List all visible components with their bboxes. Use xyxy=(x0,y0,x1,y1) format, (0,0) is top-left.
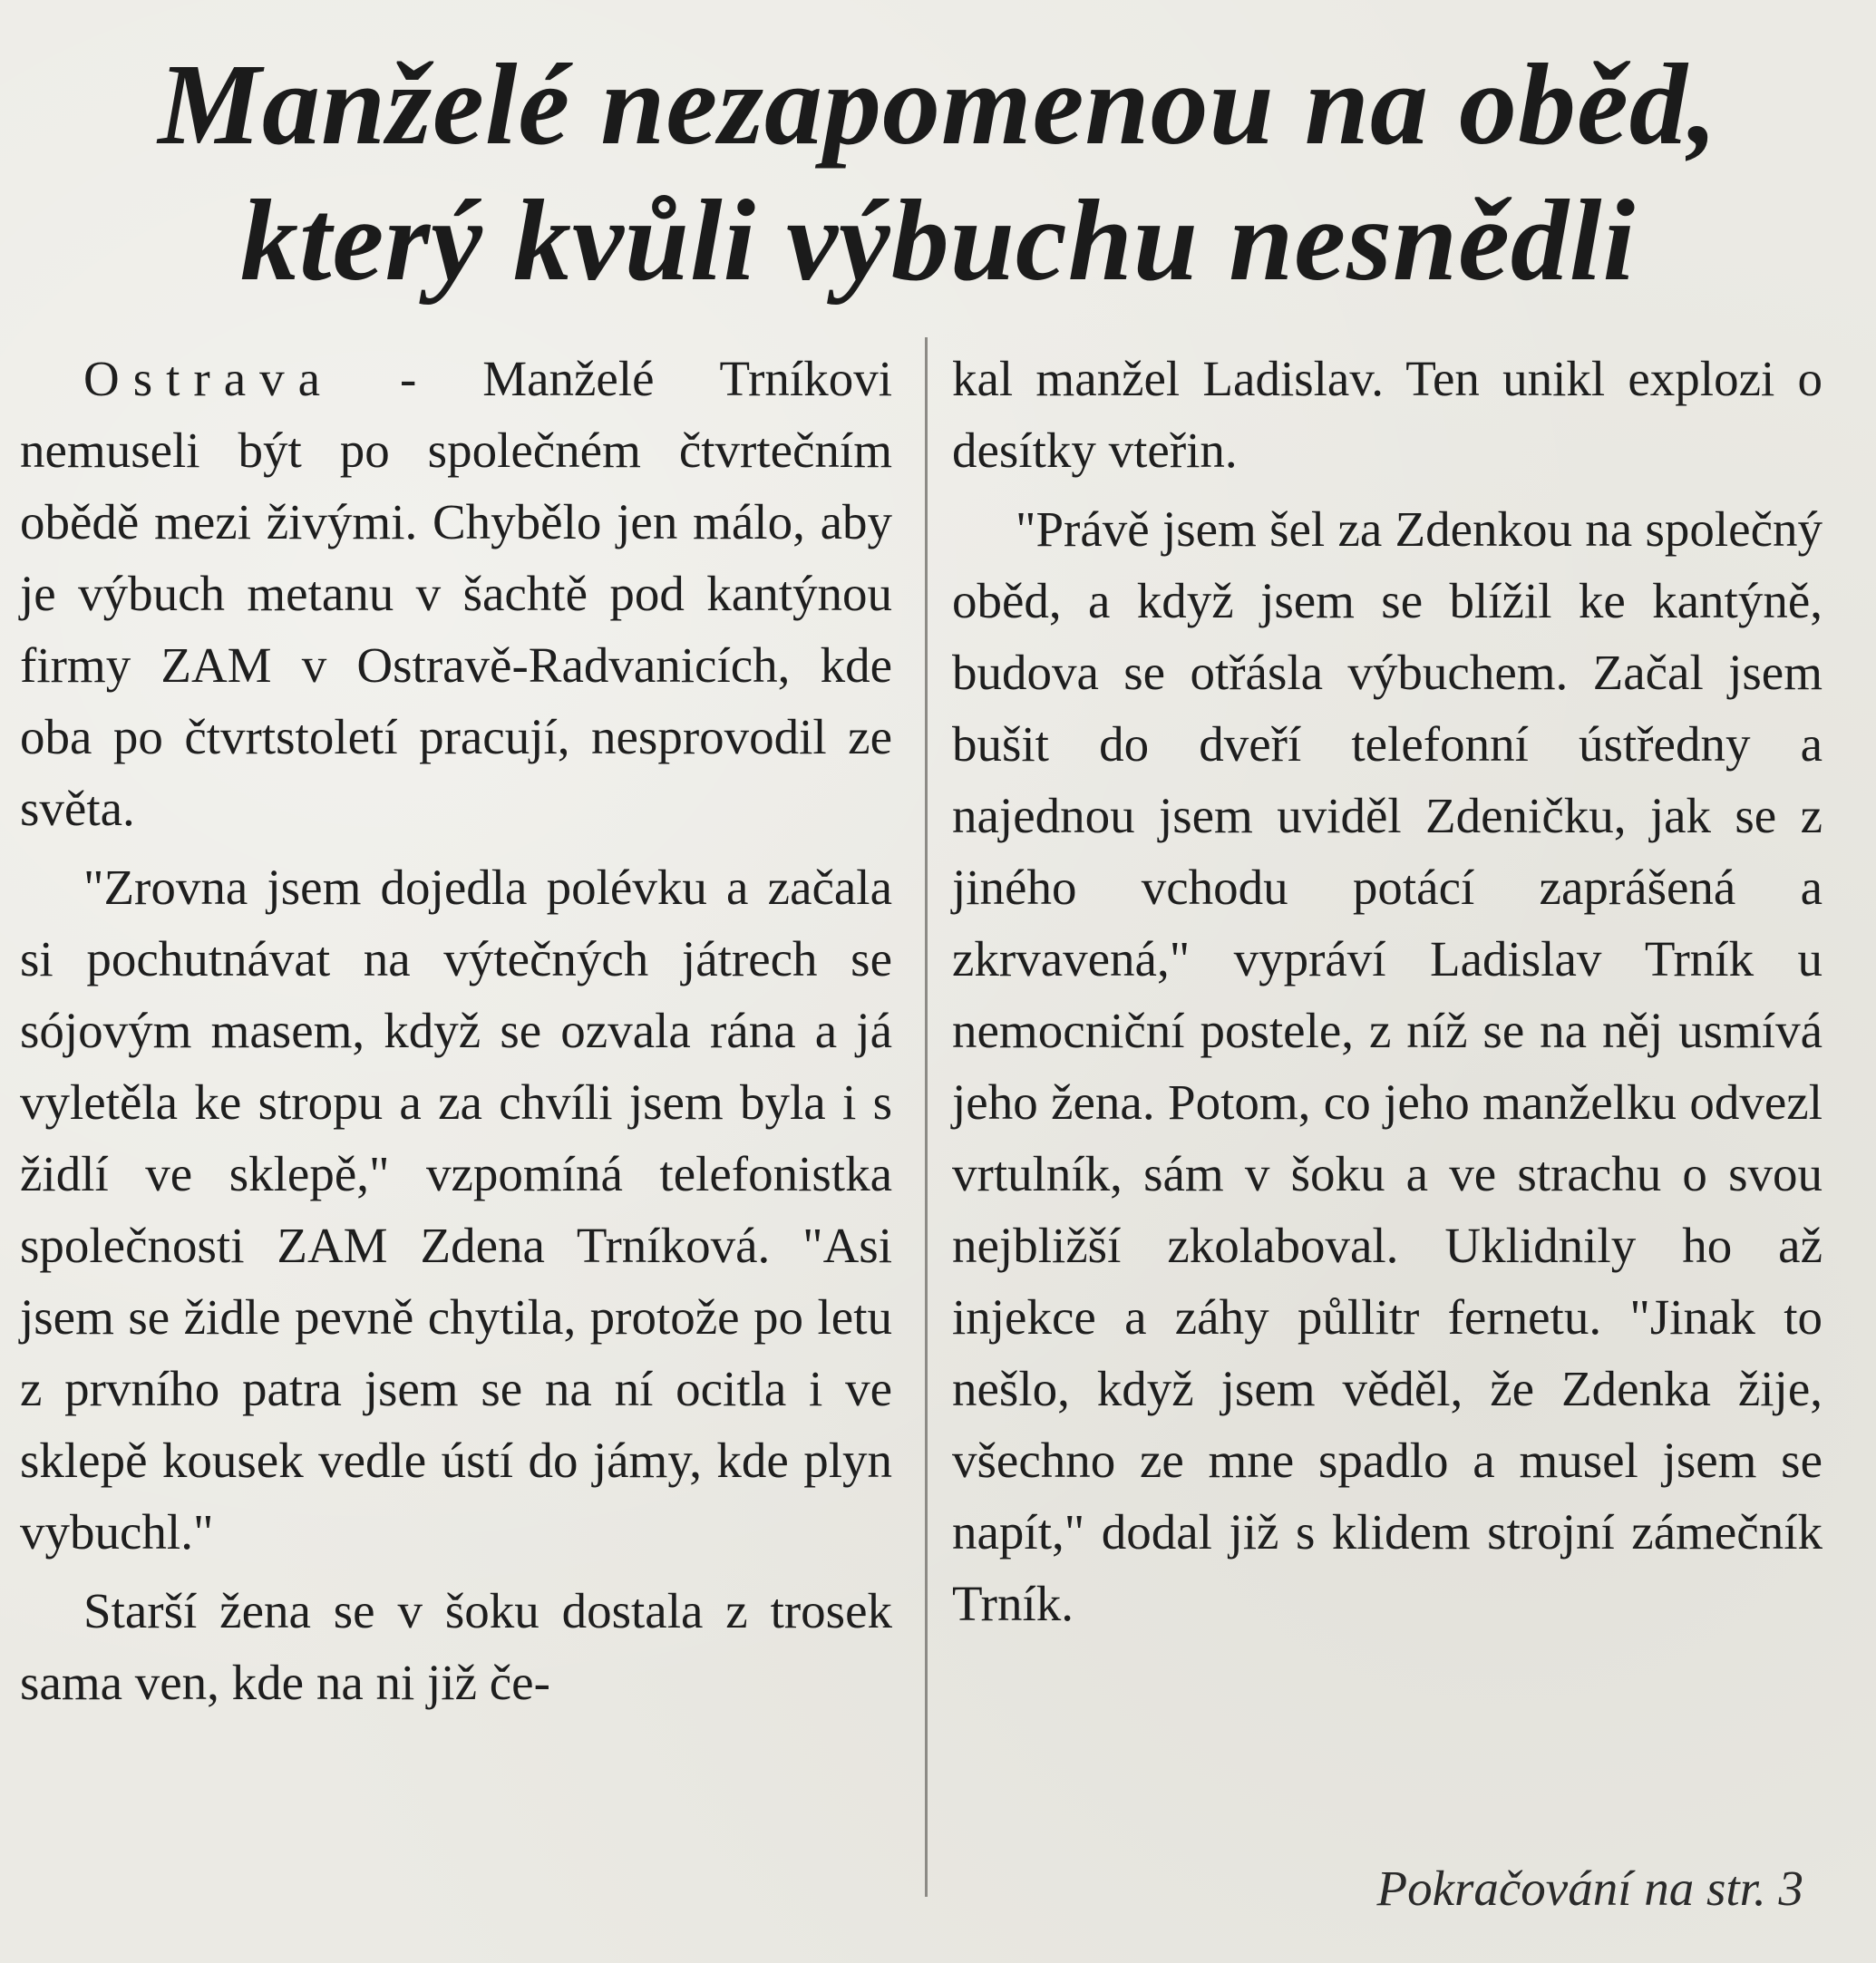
paragraph-intro-text: - Manželé Trníkovi nemuseli být po společném čtvrtečním obědě mezi živými. Chybělo jen málo, aby je výbuch metanu v šachtě pod kantýnou firmy ZAM v Ostravě-Radvanicích, kde oba po čtvrtstoletí pracují, nesprovodil ze světa. xyxy=(20,351,892,836)
paragraph-escape: Starší žena se v šoku dostala z trosek sama ven, kde na ni již če- xyxy=(20,1583,892,1710)
headline-line-1: Manželé nezapomenou na oběd, xyxy=(158,40,1718,169)
headline-line-2: který kvůli výbuchu nesnědli xyxy=(239,176,1637,305)
dateline: Ostrava xyxy=(83,351,335,406)
column-divider xyxy=(925,337,928,1897)
paragraph-quote-ladislav: "Právě jsem šel za Zdenkou na společný oběd, a když jsem se blížil ke kantýně, budova se otřásla výbuchem. Začal jsem bušit do dveří telefonní ústředny a najednou jsem uviděl Zdeničku, jak se z jiného vchodu potácí zaprášená a zkrvavená," vypráví Ladislav Trník u nemocniční postele, z níž se na něj usmívá jeho žena. Potom, co jeho manželku odvezl vrtulník, sám v šoku a ve strachu o svou nejbližší zkolaboval. Uklidnily ho až injekce a záhy půllitr fernetu. "Jinak to nešlo, když jsem věděl, že Zdenka žije, všechno ze mne spadlo a musel jsem se napít," dodal již s klidem strojní zámečník Trník. xyxy=(952,501,1823,1631)
paragraph-intro xyxy=(20,343,892,844)
left-column xyxy=(20,343,892,1718)
continued-note: Pokračování na str. 3 xyxy=(1376,1861,1803,1916)
headline xyxy=(0,36,1876,308)
paragraph-quote-zdena: "Zrovna jsem dojedla polévku a začala si pochutnávat na výtečných játrech se sójovým masem, když se ozvala rána a já vyletěla ke stropu a za chvíli jsem byla i s židlí ve sklepě," vzpomíná telefonistka společnosti ZAM Zdena Trníková. "Asi jsem se židle pevně chytila, protože po letu z prvního patra jsem se na ní ocitla i ve sklepě kousek vedle ústí do jámy, kde plyn vybuchl." xyxy=(20,860,892,1560)
right-column xyxy=(952,343,1823,1639)
paragraph-husband: kal manžel Ladislav. Ten unikl explozi o desítky vteřin. xyxy=(952,351,1823,478)
